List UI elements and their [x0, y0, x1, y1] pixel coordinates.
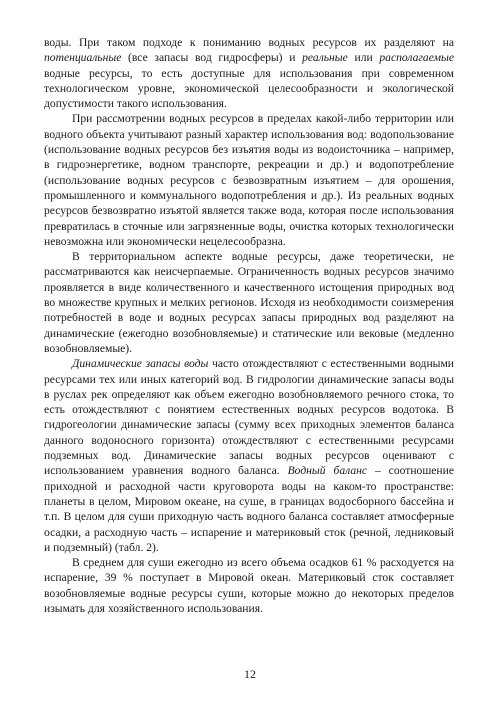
italic-term: Динамические запасы воды: [72, 357, 209, 371]
paragraph: [44, 555, 454, 616]
text-run: В территориальном аспекте водные ресурсы, даже теоретически, не рассматриваются как неисчерпаемые. Ограниченность водных ресурсов значимо проявляется в виде количественного и качественного истощения природных вод во множестве крупных и мелких регионов. Исходя из необходимости соизмерения потребностей в воде и водных ресурсах запасы природных вод разделяют на динамические (ежегодно возобновляемые) и статические или вековые (медленно возобновляемые).: [44, 250, 454, 355]
text-run: воды. При таком подходе к пониманию водных ресурсов их разделяют на: [44, 36, 454, 49]
text-run: В среднем для суши ежегодно из всего объема осадков 61 % расходуется на испарение, 39 % поступает в Мировой океан. Материковый сток составляет возобновляемые водные ресурсы суши, которые можно до некоторых пределов изымать для хозяйственного использования.: [44, 556, 454, 615]
text-run: водные ресурсы, то есть доступные для использования при современном технологическом уровне, экономической целесообразности и экологической допустимости такого использования.: [44, 66, 454, 111]
text-run: – соотношение приходной и расходной части круговорота воды на каком-то пространстве: планеты в целом, Мировом океане, на суше, в границах водосборного бассейна и т.п. В целом для суши приходную часть водного баланса составляет атмосферные осадки, а расходную часть – испарение и материковый сток (речной, ледниковый и подземный) (табл. 2).: [44, 464, 454, 554]
italic-term: реальные: [302, 51, 348, 65]
page-number: 12: [244, 667, 256, 681]
body-text: [44, 35, 454, 616]
italic-term: потенциальные: [44, 51, 122, 65]
text-run: часто отождествляют с естественными водными ресурсами тех или иных категорий вод. В гидрологии динамические запасы воды в руслах рек определяют как объем ежегодно возобновляемого речного стока, то есть отождествляют с понятием естественных водных ресурсов водотока. В гидрогеологии динамические запасы (сумму всех приходных элементов баланса данного водоносного горизонта) отождествляют с естественными ресурсами подземных вод. Динамические запасы водных ресурсов оценивают с использованием уравнения водного баланса.: [44, 357, 454, 478]
paragraph: [44, 111, 454, 249]
paragraph: [44, 35, 454, 111]
italic-term: располагаемые: [379, 51, 454, 65]
paragraph: [44, 249, 454, 356]
text-run: (все запасы вод гидросферы) и: [121, 51, 303, 65]
paragraph: [44, 356, 454, 555]
text-run: или: [347, 51, 380, 65]
italic-term: Водный баланс: [287, 464, 368, 478]
text-run: При рассмотрении водных ресурсов в пределах какой-либо территории или водного объекта учитывают разный характер использования вод: водопользование (использование водных ресурсов без изъятия воды из водоисточника – например, в гидроэнергетике, водном транспорте, рекреации и др.) и водопотребление (использование водных ресурсов с безвозвратным изъятием – для орошения, промышленного и коммунального водопотребления и др.). Из реальных водных ресурсов безвозвратно изъятой является также вода, которая после использования превратилась в сточные или загрязненные воды, очистка которых технологически невозможна или экономически нецелесообразна.: [44, 112, 454, 248]
